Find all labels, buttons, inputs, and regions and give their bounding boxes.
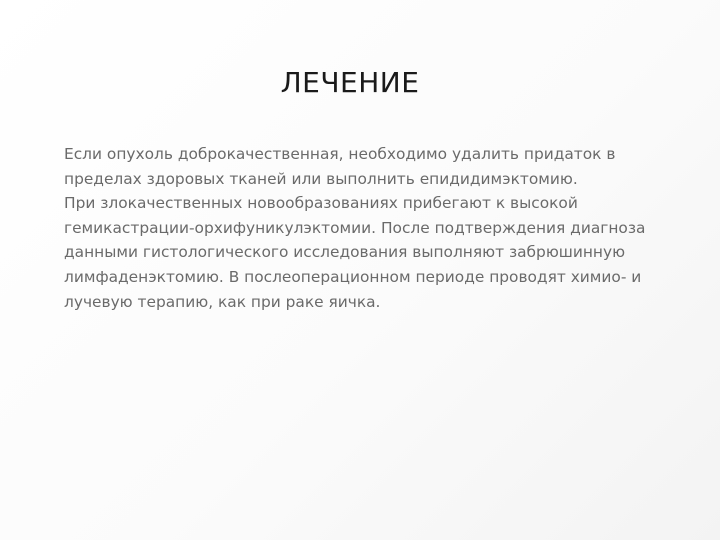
body-paragraph-1: Если опухоль доброкачественная, необходимо удалить придаток в пределах здоровых тканей или выполнить епидидимэктомию. xyxy=(64,145,616,188)
body-paragraph-2: При злокачественных новообразованиях прибегают к высокой гемикастрации-орхифуникулэктомии. После подтверждения диагноза данными гистологического исследования выполняют забрюшинную лимфаденэктомию. В послеоперационном периоде проводят химио- и лучевую терапию, как при раке яичка. xyxy=(64,194,646,311)
slide-title: ЛЕЧЕНИЕ xyxy=(280,66,420,99)
slide-body xyxy=(64,142,664,314)
